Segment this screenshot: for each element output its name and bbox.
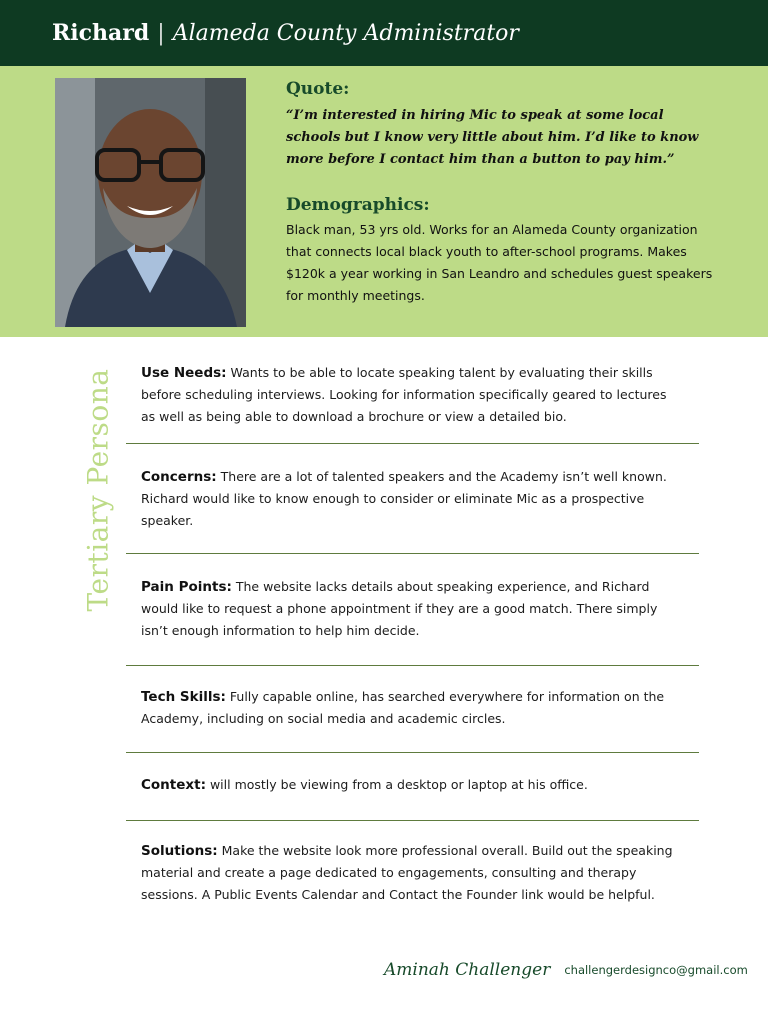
page-footer: [384, 952, 748, 988]
persona-details: [126, 362, 699, 906]
persona-type-label: Tertiary Persona: [81, 368, 115, 612]
section-text: Fully capable online, has searched everywhere for information on the Academy, including on social media and academic circles.: [141, 689, 665, 726]
section-label: Use Needs:: [141, 365, 227, 381]
demographics-title: Demographics:: [286, 195, 430, 215]
profile-band: [0, 66, 768, 337]
page-header: [0, 0, 768, 66]
persona-role: Alameda County Administrator: [172, 20, 519, 46]
section-context: [126, 753, 699, 820]
section-use-needs: [126, 362, 699, 443]
section-text: will mostly be viewing from a desktop or laptop at his office.: [209, 777, 588, 792]
persona-name: Richard: [52, 20, 150, 46]
section-label: Solutions:: [141, 843, 218, 859]
designer-email: challengerdesignco@gmail.com: [564, 963, 748, 977]
persona-photo: [55, 78, 246, 327]
quote-text: “I’m interested in hiring Mic to speak at some local schools but I know very little about him. I’d like to know more before I contact him than a button to pay him.”: [286, 108, 699, 167]
section-pain-points: [126, 554, 699, 665]
section-text: Wants to be able to locate speaking talent by evaluating their skills before scheduling interviews. Looking for information specifically geared to lectures as well as being able to download a brochure or view a detailed bio.: [141, 365, 667, 424]
section-label: Concerns:: [141, 469, 217, 485]
section-text: Make the website look more professional overall. Build out the speaking material and create a page dedicated to engagements, consulting and therapy sessions. A Public Events Calendar and Contact the Founder link would be helpful.: [141, 843, 673, 902]
section-tech-skills: [126, 666, 699, 752]
section-label: Pain Points:: [141, 579, 232, 595]
designer-signature: Aminah Challenger: [384, 960, 551, 980]
section-solutions: [126, 821, 699, 906]
section-label: Context:: [141, 777, 206, 793]
demographics-text: Black man, 53 yrs old. Works for an Alameda County organization that connects local black youth to after-school programs. Makes $120k a year working in San Leandro and schedules guest speakers for monthly meetings.: [286, 222, 713, 303]
quote-title: Quote:: [286, 79, 350, 99]
header-separator: |: [157, 20, 165, 46]
persona-info: [286, 79, 716, 307]
section-label: Tech Skills:: [141, 689, 226, 705]
section-concerns: [126, 444, 699, 553]
section-text: The website lacks details about speaking experience, and Richard would like to request a phone appointment if they are a good match. There simply isn’t enough information to help him decide.: [141, 579, 658, 638]
section-text: There are a lot of talented speakers and the Academy isn’t well known. Richard would like to know enough to consider or eliminate Mic as a prospective speaker.: [141, 469, 667, 528]
